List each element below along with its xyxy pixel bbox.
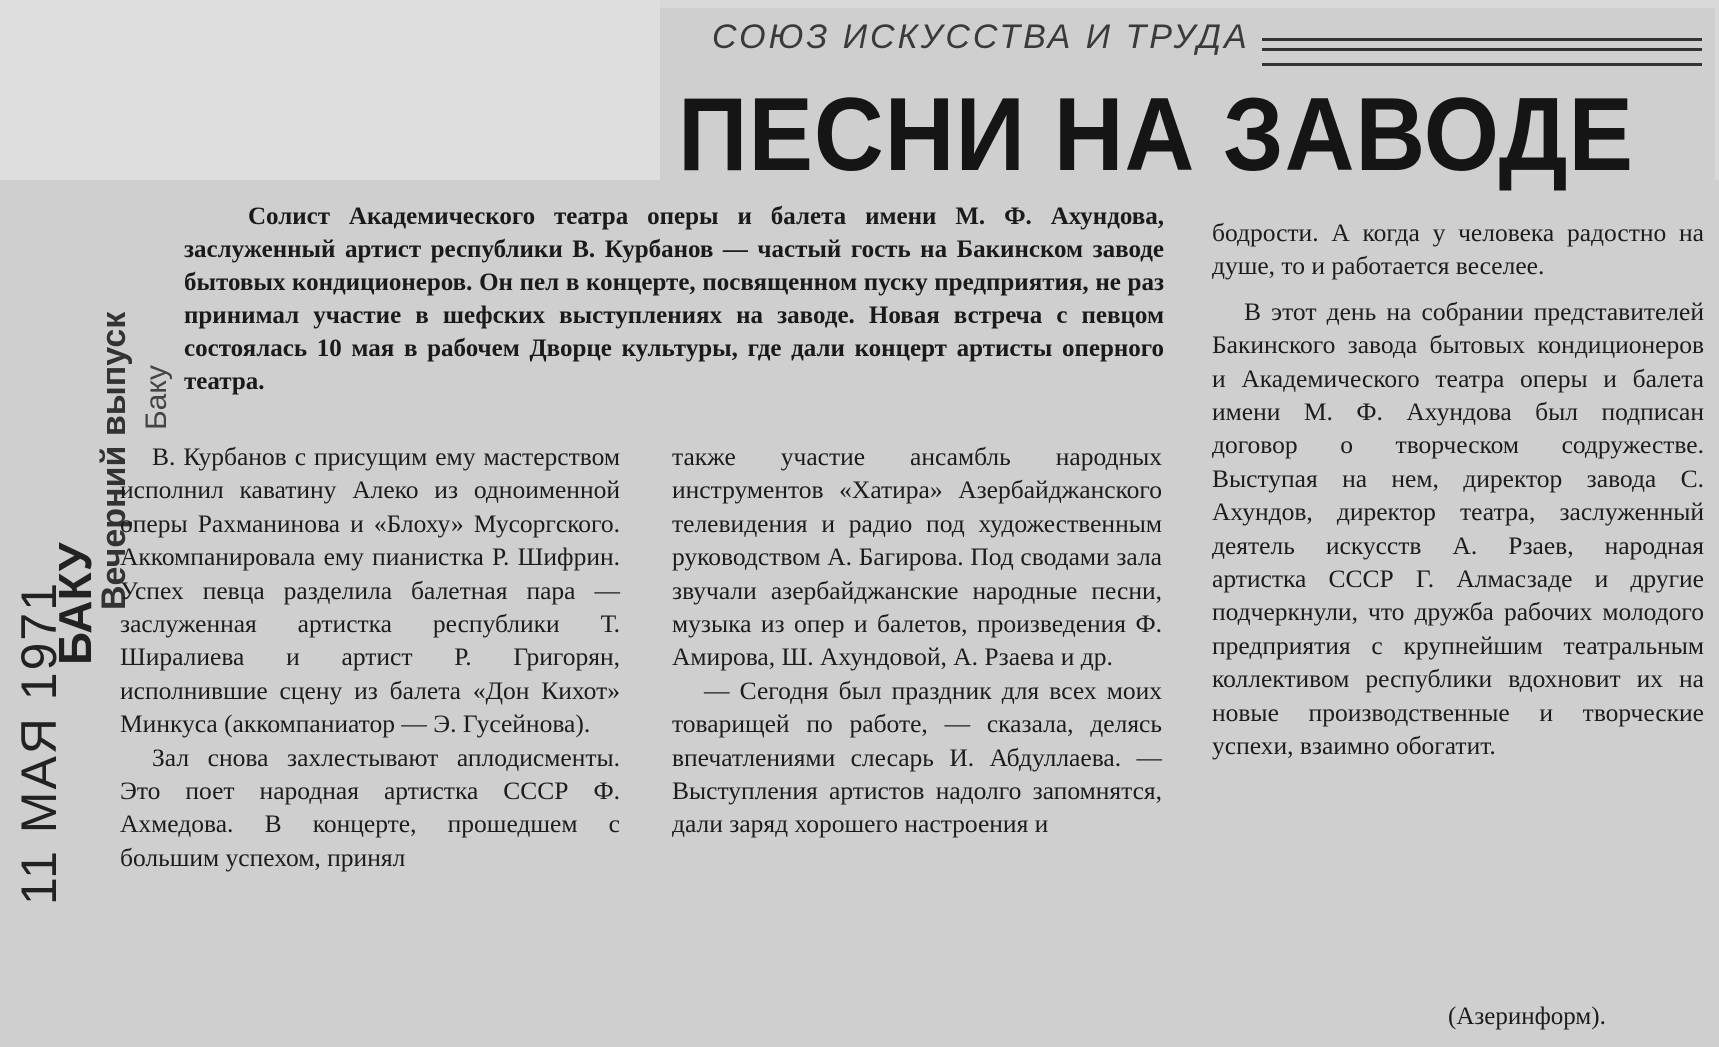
article-column-3 <box>1212 216 1704 763</box>
rubric: СОЮЗ ИСКУССТВА И ТРУДА <box>712 18 1250 56</box>
paragraph: Зал снова захлестывают аплодисменты. Это поет народная артистка СССР Ф. Ахмедова. В концерте, прошедшем с большим успехом, принял <box>120 742 620 872</box>
article-column-2 <box>672 440 1162 841</box>
paragraph: — Сегодня был праздник для всех моих товарищей по работе, — сказала, делясь впечатлениями слесарь И. Абдуллаева. — Выступления артистов надолго запомнятся, дали заряд хорошего настроения и <box>672 675 1162 839</box>
rubric-rule <box>1262 38 1702 66</box>
lead-paragraph <box>184 200 1164 398</box>
paragraph: В. Курбанов с присущим ему мастерством исполнил каватину Алеко из одноименной оперы Рахманинова и «Блоху» Мусоргского. Аккомпанировала ему пианистка Р. Шифрин. Успех певца разделила балетная пара — заслуженная артистка республики Т. Ширалиева и артист Р. Григорян, исполнившие сцену из балета «Дон Кихот» Минкуса (аккомпаниатор — Э. Гусейнова). <box>120 442 620 739</box>
headline: ПЕСНИ НА ЗАВОДЕ <box>678 77 1634 193</box>
news-source: (Азеринформ). <box>1448 1003 1606 1030</box>
stamp-edition: Вечерний выпуск <box>95 311 133 610</box>
stamp-city-small: Баку <box>140 365 173 430</box>
paragraph: также участие ансамбль народных инструментов «Хатира» Азербайджанского телевидения и радио под художественным руководством А. Багирова. Под сводами зала звучали азербайджанские народные песни, музыка из опер и балетов, произведения Ф. Амирова, Ш. Ахундовой, А. Рзаева и др. <box>672 442 1162 672</box>
paragraph: бодрости. А когда у человека радостно на душе, то и работается веселее. <box>1212 218 1704 281</box>
stamp-city: БАКУ <box>49 542 101 665</box>
paragraph: В этот день на собрании представителей Бакинского завода бытовых кондиционеров и Академического театра оперы и балета имени М. Ф. Ахундова был подписан договор о творческом содружестве. Выступая на нем, директор завода С. Ахундов, директор театра, заслуженный деятель искусств А. Рзаев, народная артистка СССР Г. Алмасзаде и другие подчеркнули, что дружба рабочих молодого предприятия с крупнейшим театральным коллективом республики вдохновит их на новые производственные и творческие успехи, взаимно обогатит. <box>1212 296 1704 761</box>
lead-text: Солист Академического театра оперы и балета имени М. Ф. Ахундова, заслуженный артист республики В. Курбанов — частый гость на Бакинском заводе бытовых кондиционеров. Он пел в концерте, посвященном пуску предприятия, не раз принимал участие в шефских выступлениях на заводе. Новая встреча с певцом состоялась 10 мая в рабочем Дворце культуры, где дали концерт артисты оперного театра. <box>184 203 1164 395</box>
article-column-1 <box>120 440 620 874</box>
stamp-date: 11 МАЯ 1971 <box>11 580 67 905</box>
blank-corner <box>0 0 660 180</box>
